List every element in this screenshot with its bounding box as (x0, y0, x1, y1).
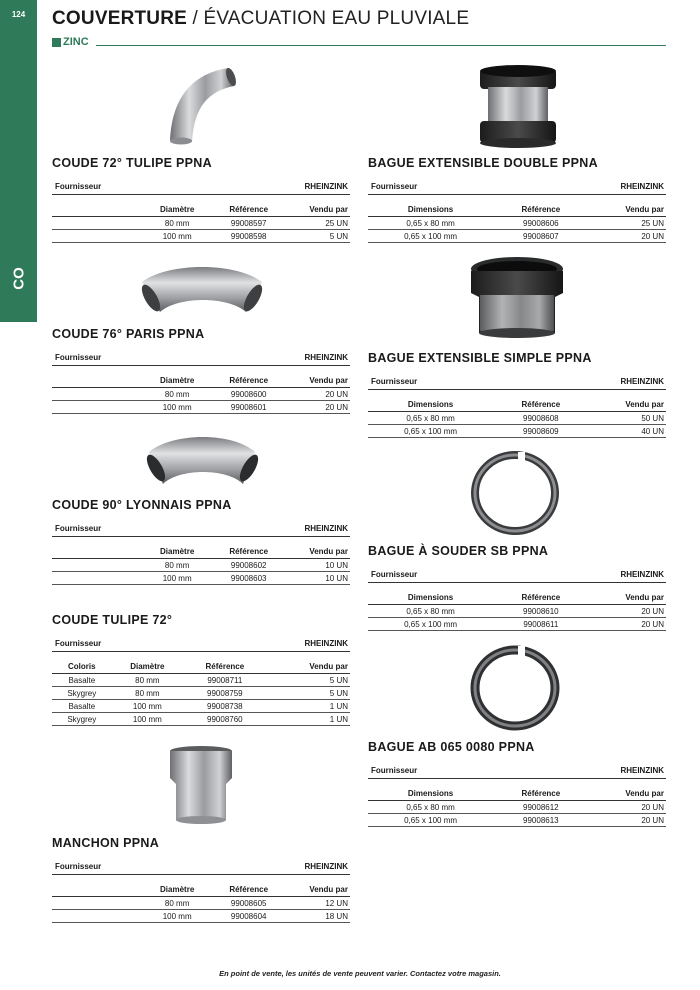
cell-reference: 99008603 (207, 572, 290, 585)
supplier-value: RHEINZINK (620, 377, 664, 386)
supplier-row (368, 182, 666, 195)
title-rule (96, 45, 666, 46)
product-coude-76 (52, 327, 350, 414)
cell-sold-by: 20 UN (589, 618, 666, 631)
cell-sold-by: 20 UN (589, 605, 666, 618)
col-diameter: Diamètre (147, 885, 207, 897)
cell-dimensions: 0,65 x 80 mm (368, 412, 493, 425)
product-table (52, 547, 350, 585)
supplier-row (368, 570, 666, 583)
col-diameter: Diamètre (112, 662, 184, 674)
table-row (52, 572, 350, 585)
col-reference: Référence (207, 205, 290, 217)
col-dimensions: Dimensions (368, 789, 493, 801)
table-row (368, 618, 666, 631)
cell-diameter: 100 mm (147, 572, 207, 585)
col-diameter: Diamètre (147, 376, 207, 388)
table-row (368, 814, 666, 827)
supplier-label: Fournisseur (55, 353, 102, 362)
product-coude-90 (52, 498, 350, 585)
section-label (52, 36, 89, 48)
col-sold-by: Vendu par (290, 885, 350, 897)
col-reference: Référence (493, 400, 588, 412)
supplier-row (368, 377, 666, 390)
cell-reference: 99008759 (183, 687, 266, 700)
col-sold-by: Vendu par (290, 205, 350, 217)
supplier-value: RHEINZINK (304, 524, 348, 533)
cell-sold-by: 20 UN (290, 401, 350, 414)
col-sold-by: Vendu par (589, 789, 666, 801)
cell-sold-by: 5 UN (267, 687, 350, 700)
bague-simple-image (468, 253, 566, 343)
cell-reference: 99008611 (493, 618, 588, 631)
col-reference: Référence (207, 376, 290, 388)
cell-dimensions: 0,65 x 100 mm (368, 425, 493, 438)
table-row (52, 897, 350, 910)
footer-note: En point de vente, les unités de vente peuvent varier. Contactez votre magasin. (219, 969, 501, 978)
col-diameter: Diamètre (147, 547, 207, 559)
col-dimensions: Dimensions (368, 400, 493, 412)
product-bague-simple (368, 351, 666, 438)
col-sold-by: Vendu par (290, 547, 350, 559)
supplier-label: Fournisseur (55, 639, 102, 648)
cell-reference: 99008598 (207, 230, 290, 243)
cell-sold-by: 20 UN (589, 814, 666, 827)
product-bague-double (368, 156, 666, 243)
cell-diameter: 80 mm (147, 388, 207, 401)
supplier-value: RHEINZINK (620, 766, 664, 775)
bague-ab-image (470, 645, 560, 731)
cell-sold-by: 18 UN (290, 910, 350, 923)
supplier-value: RHEINZINK (304, 862, 348, 871)
cell-reference: 99008610 (493, 605, 588, 618)
product-bague-souder (368, 544, 666, 631)
table-row (52, 700, 350, 713)
product-table (52, 205, 350, 243)
cell-reference: 99008605 (207, 897, 290, 910)
col-dimensions: Dimensions (368, 205, 493, 217)
supplier-label: Fournisseur (55, 182, 102, 191)
col-reference: Référence (207, 547, 290, 559)
product-bague-ab (368, 740, 666, 827)
cell-color: Basalte (52, 674, 112, 687)
cell-reference: 99008600 (207, 388, 290, 401)
section-name: ZINC (63, 36, 89, 48)
col-sold-by: Vendu par (589, 205, 666, 217)
product-table (368, 789, 666, 827)
cell-reference: 99008613 (493, 814, 588, 827)
coude-90-image (143, 430, 261, 488)
supplier-label: Fournisseur (55, 524, 102, 533)
cell-reference: 99008597 (207, 217, 290, 230)
cell-sold-by: 25 UN (589, 217, 666, 230)
table-row (52, 674, 350, 687)
cell-sold-by: 40 UN (589, 425, 666, 438)
table-row (368, 801, 666, 814)
manchon-image (166, 744, 236, 826)
product-title: COUDE 76° PARIS PPNA (52, 327, 205, 341)
supplier-value: RHEINZINK (304, 182, 348, 191)
cell-dimensions: 0,65 x 100 mm (368, 230, 493, 243)
section-square (52, 38, 61, 47)
side-code: CO (10, 267, 28, 290)
supplier-value: RHEINZINK (620, 182, 664, 191)
product-table (52, 662, 350, 726)
cell-sold-by: 1 UN (267, 700, 350, 713)
cell-sold-by: 20 UN (290, 388, 350, 401)
col-reference: Référence (207, 885, 290, 897)
supplier-row (52, 862, 350, 875)
table-row (52, 910, 350, 923)
product-table (52, 376, 350, 414)
product-table (368, 400, 666, 438)
supplier-value: RHEINZINK (620, 570, 664, 579)
supplier-label: Fournisseur (371, 766, 418, 775)
cell-reference: 99008601 (207, 401, 290, 414)
supplier-value: RHEINZINK (304, 353, 348, 362)
cell-reference: 99008604 (207, 910, 290, 923)
cell-sold-by: 10 UN (290, 572, 350, 585)
supplier-label: Fournisseur (371, 570, 418, 579)
col-reference: Référence (493, 593, 588, 605)
product-table (368, 593, 666, 631)
supplier-row (52, 524, 350, 537)
supplier-row (52, 639, 350, 652)
cell-diameter: 100 mm (112, 700, 184, 713)
cell-sold-by: 5 UN (290, 230, 350, 243)
col-sold-by: Vendu par (589, 400, 666, 412)
table-row (368, 425, 666, 438)
cell-sold-by: 50 UN (589, 412, 666, 425)
cell-sold-by: 25 UN (290, 217, 350, 230)
cell-diameter: 100 mm (147, 230, 207, 243)
cell-sold-by: 5 UN (267, 674, 350, 687)
cell-diameter: 100 mm (147, 401, 207, 414)
product-coude-72 (52, 156, 350, 243)
table-row (52, 713, 350, 726)
supplier-label: Fournisseur (371, 377, 418, 386)
cell-diameter: 80 mm (147, 897, 207, 910)
cell-sold-by: 10 UN (290, 559, 350, 572)
cell-diameter: 80 mm (112, 687, 184, 700)
cell-dimensions: 0,65 x 100 mm (368, 618, 493, 631)
cell-reference: 99008607 (493, 230, 588, 243)
cell-reference: 99008760 (183, 713, 266, 726)
table-row (52, 217, 350, 230)
product-table (52, 885, 350, 923)
page-title-sub: / ÉVACUATION EAU PLUVIALE (187, 8, 470, 29)
table-row (368, 230, 666, 243)
coude-72-image (160, 60, 240, 146)
product-table (368, 205, 666, 243)
product-title: COUDE TULIPE 72° (52, 613, 173, 627)
table-row (52, 687, 350, 700)
product-manchon (52, 836, 350, 923)
table-row (52, 388, 350, 401)
cell-sold-by: 12 UN (290, 897, 350, 910)
product-coude-tulipe-72 (52, 613, 350, 726)
page-title (52, 8, 469, 30)
product-title: COUDE 72° TULIPE PPNA (52, 156, 212, 170)
cell-reference: 99008602 (207, 559, 290, 572)
page-title-main: COUVERTURE (52, 8, 188, 29)
cell-reference: 99008612 (493, 801, 588, 814)
col-sold-by: Vendu par (267, 662, 350, 674)
cell-reference: 99008711 (183, 674, 266, 687)
table-row (368, 605, 666, 618)
cell-reference: 99008738 (183, 700, 266, 713)
page-number: 124 (11, 10, 26, 19)
col-sold-by: Vendu par (589, 593, 666, 605)
table-row (52, 401, 350, 414)
supplier-label: Fournisseur (371, 182, 418, 191)
cell-diameter: 80 mm (147, 559, 207, 572)
col-diameter: Diamètre (147, 205, 207, 217)
table-row (368, 217, 666, 230)
product-title: BAGUE EXTENSIBLE DOUBLE PPNA (368, 156, 598, 170)
col-reference: Référence (493, 205, 588, 217)
supplier-row (368, 766, 666, 779)
cell-dimensions: 0,65 x 80 mm (368, 801, 493, 814)
col-reference: Référence (493, 789, 588, 801)
col-reference: Référence (183, 662, 266, 674)
cell-sold-by: 1 UN (267, 713, 350, 726)
cell-reference: 99008606 (493, 217, 588, 230)
bague-double-image (476, 63, 560, 149)
cell-sold-by: 20 UN (589, 230, 666, 243)
table-row (52, 230, 350, 243)
bague-souder-image (470, 450, 560, 536)
col-sold-by: Vendu par (290, 376, 350, 388)
supplier-row (52, 182, 350, 195)
cell-reference: 99008608 (493, 412, 588, 425)
coude-76-image (138, 262, 266, 318)
cell-dimensions: 0,65 x 100 mm (368, 814, 493, 827)
cell-diameter: 80 mm (112, 674, 184, 687)
cell-diameter: 80 mm (147, 217, 207, 230)
supplier-label: Fournisseur (55, 862, 102, 871)
cell-dimensions: 0,65 x 80 mm (368, 217, 493, 230)
table-row (368, 412, 666, 425)
supplier-row (52, 353, 350, 366)
cell-color: Skygrey (52, 713, 112, 726)
table-row (52, 559, 350, 572)
cell-diameter: 100 mm (112, 713, 184, 726)
product-title: BAGUE À SOUDER SB PPNA (368, 544, 549, 558)
product-title: BAGUE AB 065 0080 PPNA (368, 740, 535, 754)
cell-diameter: 100 mm (147, 910, 207, 923)
supplier-value: RHEINZINK (304, 639, 348, 648)
cell-color: Skygrey (52, 687, 112, 700)
cell-sold-by: 20 UN (589, 801, 666, 814)
product-title: COUDE 90° LYONNAIS PPNA (52, 498, 232, 512)
product-title: MANCHON PPNA (52, 836, 160, 850)
cell-dimensions: 0,65 x 80 mm (368, 605, 493, 618)
col-color: Coloris (52, 662, 112, 674)
cell-reference: 99008609 (493, 425, 588, 438)
product-title: BAGUE EXTENSIBLE SIMPLE PPNA (368, 351, 592, 365)
col-dimensions: Dimensions (368, 593, 493, 605)
cell-color: Basalte (52, 700, 112, 713)
